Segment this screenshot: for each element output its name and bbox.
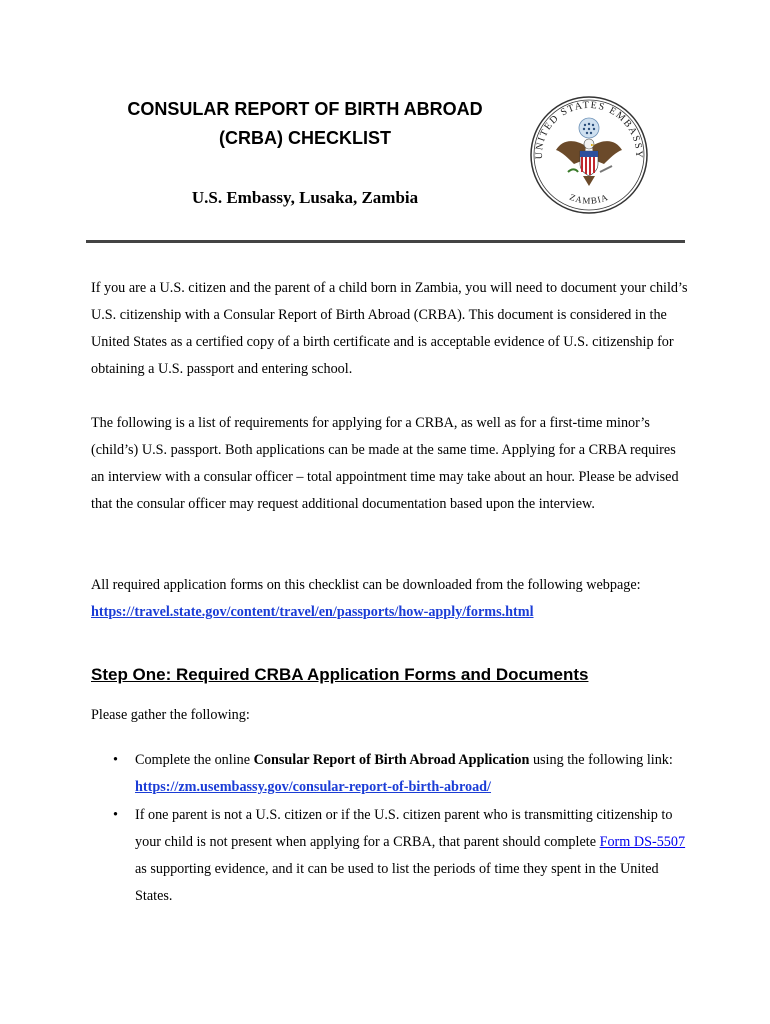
form-ds-5507-link[interactable]: Form DS-5507	[599, 834, 686, 850]
list-item: • Complete the online Consular Report of Birth Abroad Application using the following link: https://zm.usembassy.gov/consular-report-of-birth-abroad/	[91, 747, 691, 801]
forms-webpage-link[interactable]: https://travel.state.gov/content/travel/en/passports/how-apply/forms.html	[91, 604, 534, 620]
intro-paragraph-2: The following is a list of requirements for applying for a CRBA, as well as for a first-time minor’s (child’s) U.S. passport. Both applications can be made at the same time. Applying for a CRBA requires an interview with a consular officer – total appointment time may take about an hour. Please be advised that the consular officer may request additional documentation based upon the interview.	[91, 415, 679, 512]
eagle-seal-icon	[528, 94, 650, 216]
svg-text:ZAMBIA: ZAMBIA	[568, 191, 610, 206]
header-divider	[86, 240, 685, 243]
crba-application-name: Consular Report of Birth Abroad Application	[253, 752, 530, 768]
list-item: • If one parent is not a U.S. citizen or if the U.S. citizen parent who is transmitting citizenship to your child is not present when applying for a CRBA, that parent should complete Form DS-5507 as supporting evidence, and it can be used to list the periods of time they spent in the United States.	[91, 802, 691, 910]
crba-application-link[interactable]: https://zm.usembassy.gov/consular-report-of-birth-abroad/	[135, 779, 492, 795]
intro-paragraph-1: If you are a U.S. citizen and the parent of a child born in Zambia, you will need to document your child’s U.S. citizenship with a Consular Report of Birth Abroad (CRBA). This document is considered in the United States as a certified copy of a birth certificate and is acceptable evidence of U.S. citizenship for obtaining a U.S. passport and entering school.	[91, 280, 688, 377]
title-line-1: CONSULAR REPORT OF BIRTH ABROAD	[127, 99, 483, 119]
title-line-2: (CRBA) CHECKLIST	[219, 128, 391, 148]
bullet-icon: •	[113, 807, 118, 823]
step-one-heading: Step One: Required CRBA Application Forms and Documents	[91, 665, 589, 684]
page-title	[90, 95, 520, 153]
page-subtitle: U.S. Embassy, Lusaka, Zambia	[191, 188, 419, 207]
intro-paragraph-3	[91, 572, 691, 626]
forms-download-text: All required application forms on this checklist can be downloaded from the following webpage:	[91, 577, 641, 593]
bullet-icon: •	[113, 752, 118, 768]
requirements-list	[91, 747, 691, 911]
gather-instruction: Please gather the following:	[91, 707, 250, 723]
svg-text:UNITED STATES EMBASSY: UNITED STATES EMBASSY	[533, 99, 645, 160]
